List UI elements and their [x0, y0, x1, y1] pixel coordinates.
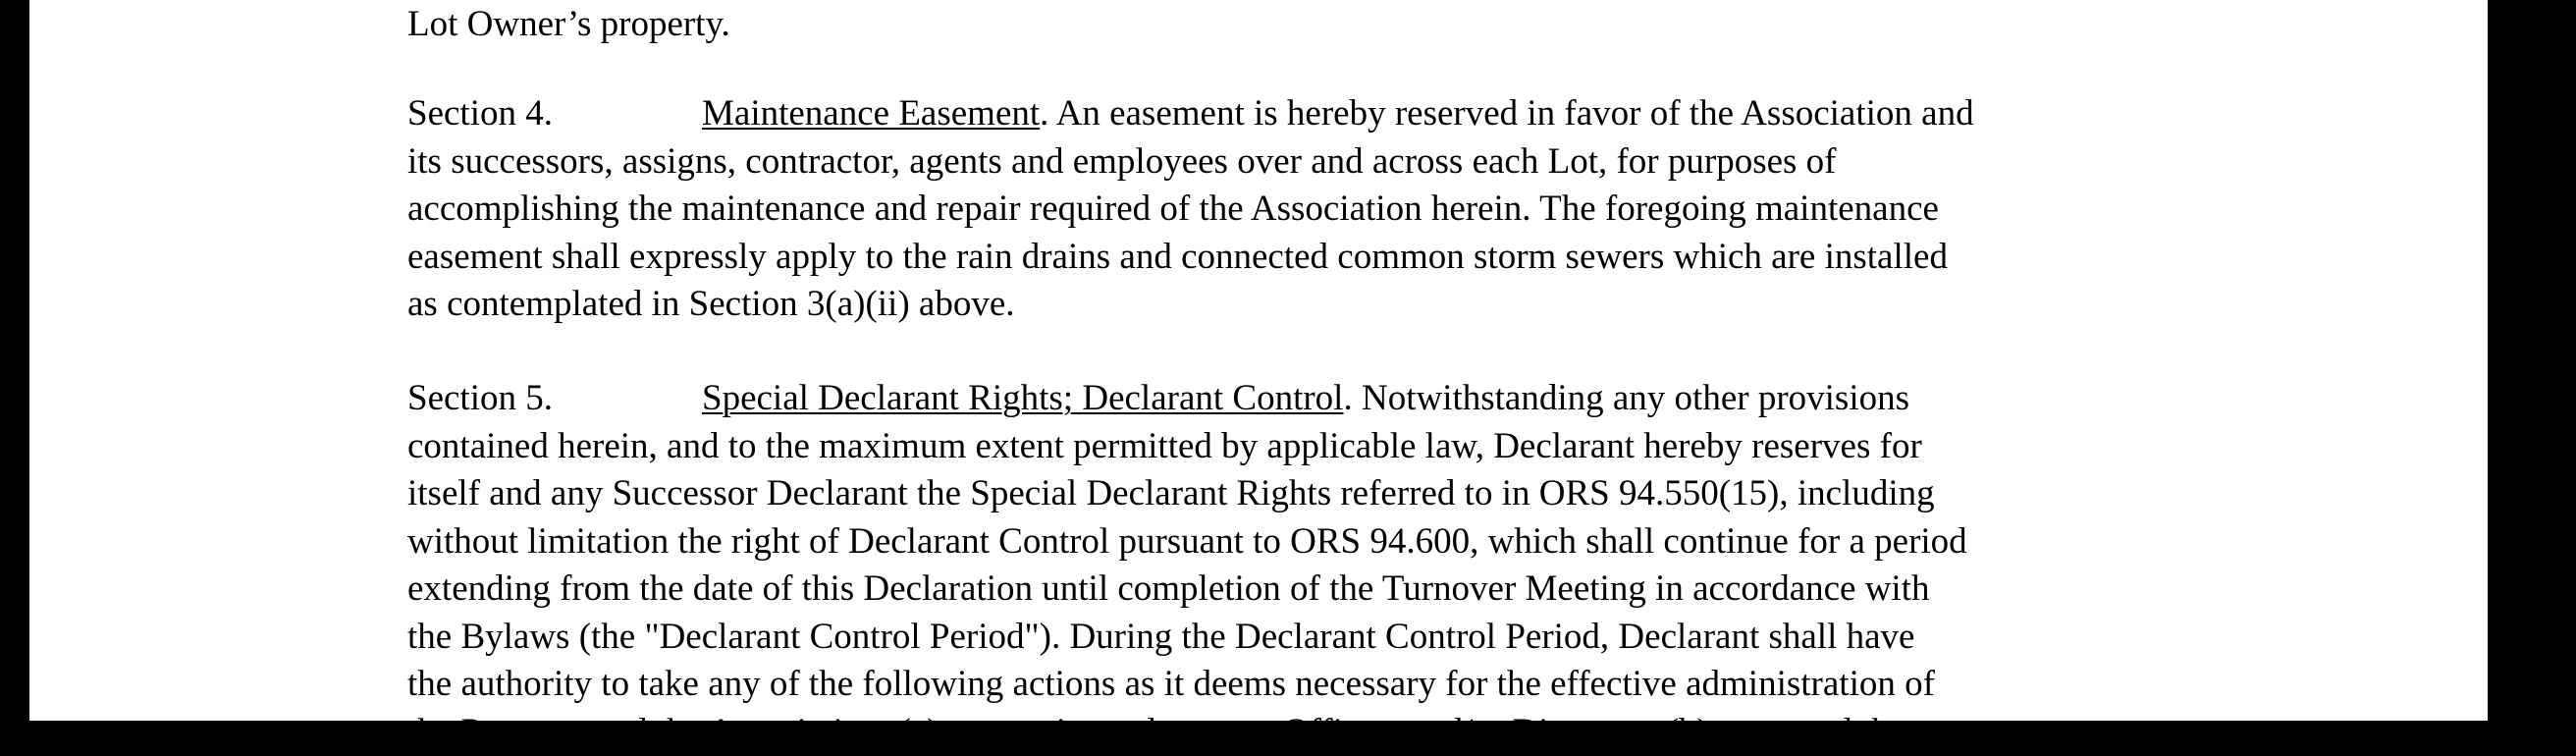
section-5-paragraph — [407, 375, 2233, 756]
paragraph-line: its successors, assigns, contractor, agents and employees over and across each Lot, for purposes of — [407, 138, 2233, 187]
paragraph-line: Lot Owner’s property. — [407, 1, 2233, 49]
paragraph-line: extending from the date of this Declaration until completion of the Turnover Meeting in accordance with — [407, 566, 2233, 614]
section-number: Section 5. — [407, 375, 702, 423]
paragraph-line-text: . An easement is hereby reserved in favor of the Association and — [1040, 93, 1973, 134]
paragraph-line: easement shall expressly apply to the rain drains and connected common storm sewers which are installed — [407, 234, 2233, 282]
section-4-first-line — [407, 90, 2233, 138]
paragraph-line: accomplishing the maintenance and repair required of the Association herein. The foregoing maintenance — [407, 186, 2233, 234]
section-5-first-line — [407, 375, 2233, 423]
section-heading: Special Declarant Rights; Declarant Control — [702, 378, 1343, 418]
section-4-paragraph — [407, 90, 2233, 329]
paragraph-line: without limitation the right of Declarant Control pursuant to ORS 94.600, which shall continue for a period — [407, 518, 2233, 567]
section-heading: Maintenance Easement — [702, 93, 1040, 134]
top-fragment-paragraph — [407, 1, 2233, 49]
document-page — [29, 0, 2488, 721]
paragraph-line: the authority to take any of the following actions as it deems necessary for the effective administration of — [407, 661, 2233, 709]
paragraph-line: as contemplated in Section 3(a)(ii) above. — [407, 281, 2233, 329]
section-number: Section 4. — [407, 90, 702, 138]
paragraph-line: contained herein, and to the maximum extent permitted by applicable law, Declarant hereby reserves for — [407, 423, 2233, 471]
paragraph-line: itself and any Successor Declarant the Special Declarant Rights referred to in ORS 94.550(15), including — [407, 470, 2233, 518]
paragraph-line: the Bylaws (the "Declarant Control Period"). During the Declarant Control Period, Declarant shall have — [407, 614, 2233, 662]
paragraph-line-text: . Notwithstanding any other provisions — [1343, 378, 1909, 418]
paragraph-line: the Property and the Association: (a) to appoint and remove Officers and/or Directors; (b) to amend the — [407, 709, 2233, 756]
